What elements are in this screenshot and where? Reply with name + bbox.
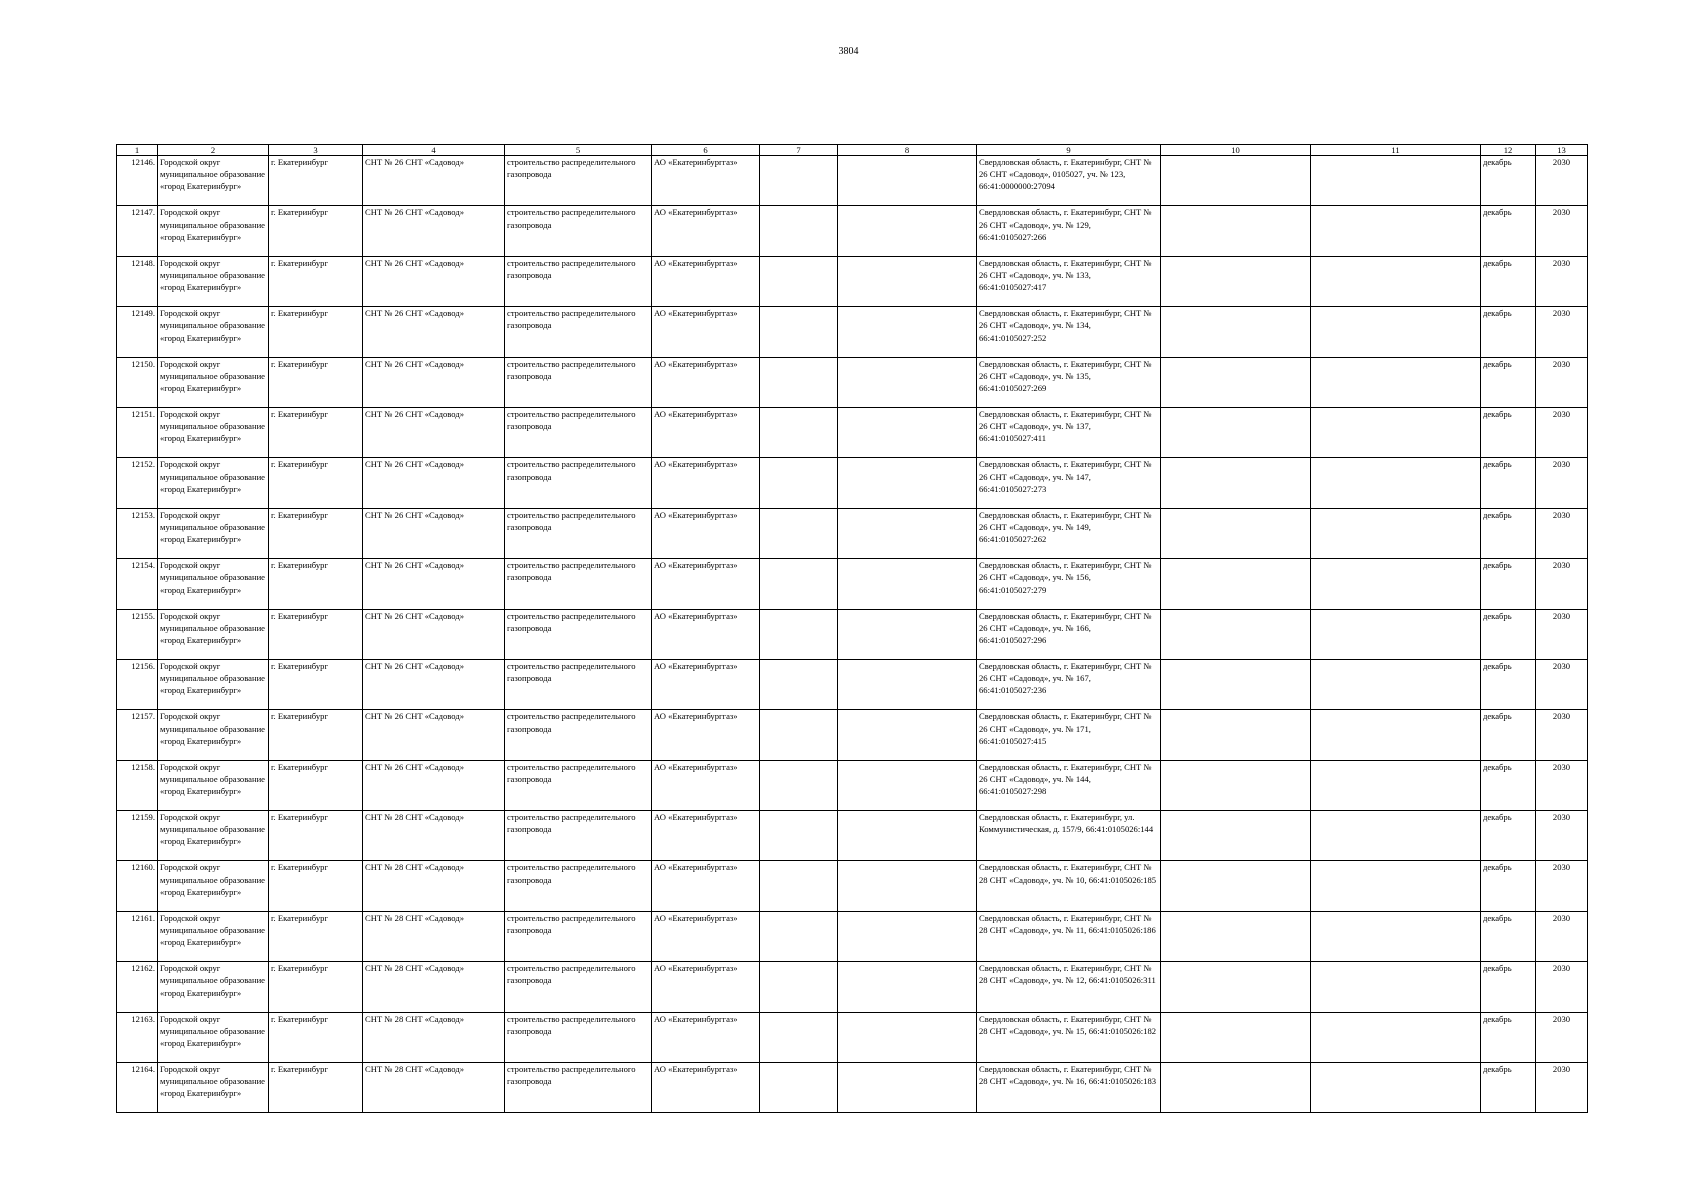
- settlement-cell: г. Екатеринбург: [269, 156, 363, 206]
- column-10-cell: [1161, 458, 1311, 508]
- column-7-cell: [760, 1063, 838, 1113]
- row-number-cell: 12163.: [117, 1012, 158, 1062]
- column-8-cell: [838, 710, 977, 760]
- purpose-cell: строительство распределительного газопровода: [505, 609, 652, 659]
- address-cell: Свердловская область, г. Екатеринбург, СНТ № 26 СНТ «Садовод», уч. № 167, 66:41:0105027:236: [977, 659, 1161, 709]
- purpose-cell: строительство распределительного газопровода: [505, 559, 652, 609]
- settlement-cell: г. Екатеринбург: [269, 458, 363, 508]
- settlement-cell: г. Екатеринбург: [269, 659, 363, 709]
- column-8-cell: [838, 407, 977, 457]
- column-7-cell: [760, 559, 838, 609]
- year-cell: 2030: [1536, 1063, 1588, 1113]
- year-cell: 2030: [1536, 508, 1588, 558]
- row-number-cell: 12152.: [117, 458, 158, 508]
- address-cell: Свердловская область, г. Екатеринбург, СНТ № 26 СНТ «Садовод», уч. № 149, 66:41:0105027:262: [977, 508, 1161, 558]
- month-cell: декабрь: [1481, 559, 1536, 609]
- month-cell: декабрь: [1481, 156, 1536, 206]
- location-cell: СНТ № 28 СНТ «Садовод»: [363, 1063, 505, 1113]
- municipality-cell: Городской округ муниципальное образование «город Екатеринбург»: [158, 1063, 269, 1113]
- owner-cell: АО «Екатеринбурггаз»: [652, 357, 760, 407]
- table-row: [117, 710, 1588, 760]
- table-body: [117, 156, 1588, 1113]
- location-cell: СНТ № 26 СНТ «Садовод»: [363, 156, 505, 206]
- municipality-cell: Городской округ муниципальное образование «город Екатеринбург»: [158, 256, 269, 306]
- owner-cell: АО «Екатеринбурггаз»: [652, 508, 760, 558]
- settlement-cell: г. Екатеринбург: [269, 206, 363, 256]
- year-cell: 2030: [1536, 659, 1588, 709]
- month-cell: декабрь: [1481, 609, 1536, 659]
- location-cell: СНТ № 28 СНТ «Садовод»: [363, 1012, 505, 1062]
- year-cell: 2030: [1536, 1012, 1588, 1062]
- table-row: [117, 559, 1588, 609]
- purpose-cell: строительство распределительного газопровода: [505, 407, 652, 457]
- column-10-cell: [1161, 559, 1311, 609]
- column-7-cell: [760, 811, 838, 861]
- address-cell: Свердловская область, г. Екатеринбург, СНТ № 28 СНТ «Садовод», уч. № 10, 66:41:0105026:185: [977, 861, 1161, 911]
- column-8-cell: [838, 559, 977, 609]
- column-7-cell: [760, 861, 838, 911]
- column-8-cell: [838, 1012, 977, 1062]
- column-8-cell: [838, 458, 977, 508]
- column-header: 12: [1481, 145, 1536, 156]
- settlement-cell: г. Екатеринбург: [269, 710, 363, 760]
- address-cell: Свердловская область, г. Екатеринбург, ул. Коммунистическая, д. 157/9, 66:41:0105026:144: [977, 811, 1161, 861]
- column-10-cell: [1161, 609, 1311, 659]
- table-row: [117, 659, 1588, 709]
- purpose-cell: строительство распределительного газопровода: [505, 307, 652, 357]
- column-header: 7: [760, 145, 838, 156]
- column-8-cell: [838, 861, 977, 911]
- column-8-cell: [838, 206, 977, 256]
- column-11-cell: [1311, 609, 1481, 659]
- year-cell: 2030: [1536, 760, 1588, 810]
- month-cell: декабрь: [1481, 710, 1536, 760]
- owner-cell: АО «Екатеринбурггаз»: [652, 559, 760, 609]
- year-cell: 2030: [1536, 710, 1588, 760]
- address-cell: Свердловская область, г. Екатеринбург, СНТ № 26 СНТ «Садовод», уч. № 137, 66:41:0105027:411: [977, 407, 1161, 457]
- column-header: 8: [838, 145, 977, 156]
- row-number-cell: 12150.: [117, 357, 158, 407]
- settlement-cell: г. Екатеринбург: [269, 559, 363, 609]
- owner-cell: АО «Екатеринбурггаз»: [652, 206, 760, 256]
- column-header: 9: [977, 145, 1161, 156]
- address-cell: Свердловская область, г. Екатеринбург, СНТ № 26 СНТ «Садовод», уч. № 134, 66:41:0105027:252: [977, 307, 1161, 357]
- municipality-cell: Городской округ муниципальное образование «город Екатеринбург»: [158, 962, 269, 1012]
- column-8-cell: [838, 357, 977, 407]
- municipality-cell: Городской округ муниципальное образование «город Екатеринбург»: [158, 156, 269, 206]
- municipality-cell: Городской округ муниципальное образование «город Екатеринбург»: [158, 659, 269, 709]
- column-header: 4: [363, 145, 505, 156]
- owner-cell: АО «Екатеринбурггаз»: [652, 1063, 760, 1113]
- row-number-cell: 12158.: [117, 760, 158, 810]
- row-number-cell: 12155.: [117, 609, 158, 659]
- table-row: [117, 1012, 1588, 1062]
- column-7-cell: [760, 1012, 838, 1062]
- location-cell: СНТ № 26 СНТ «Садовод»: [363, 407, 505, 457]
- column-10-cell: [1161, 811, 1311, 861]
- row-number-cell: 12156.: [117, 659, 158, 709]
- location-cell: СНТ № 26 СНТ «Садовод»: [363, 659, 505, 709]
- owner-cell: АО «Екатеринбурггаз»: [652, 407, 760, 457]
- purpose-cell: строительство распределительного газопровода: [505, 508, 652, 558]
- table-row: [117, 508, 1588, 558]
- month-cell: декабрь: [1481, 206, 1536, 256]
- column-11-cell: [1311, 156, 1481, 206]
- column-header: 1: [117, 145, 158, 156]
- owner-cell: АО «Екатеринбурггаз»: [652, 609, 760, 659]
- month-cell: декабрь: [1481, 1012, 1536, 1062]
- month-cell: декабрь: [1481, 911, 1536, 961]
- page-number: 3804: [838, 46, 859, 57]
- column-10-cell: [1161, 1012, 1311, 1062]
- column-11-cell: [1311, 659, 1481, 709]
- purpose-cell: строительство распределительного газопровода: [505, 861, 652, 911]
- owner-cell: АО «Екатеринбурггаз»: [652, 659, 760, 709]
- purpose-cell: строительство распределительного газопровода: [505, 811, 652, 861]
- column-10-cell: [1161, 962, 1311, 1012]
- owner-cell: АО «Екатеринбурггаз»: [652, 811, 760, 861]
- settlement-cell: г. Екатеринбург: [269, 256, 363, 306]
- address-cell: Свердловская область, г. Екатеринбург, СНТ № 26 СНТ «Садовод», уч. № 166, 66:41:0105027:296: [977, 609, 1161, 659]
- table-row: [117, 357, 1588, 407]
- location-cell: СНТ № 28 СНТ «Садовод»: [363, 911, 505, 961]
- location-cell: СНТ № 26 СНТ «Садовод»: [363, 760, 505, 810]
- column-7-cell: [760, 307, 838, 357]
- column-8-cell: [838, 911, 977, 961]
- row-number-cell: 12157.: [117, 710, 158, 760]
- year-cell: 2030: [1536, 256, 1588, 306]
- column-7-cell: [760, 357, 838, 407]
- purpose-cell: строительство распределительного газопровода: [505, 760, 652, 810]
- purpose-cell: строительство распределительного газопровода: [505, 256, 652, 306]
- municipality-cell: Городской округ муниципальное образование «город Екатеринбург»: [158, 811, 269, 861]
- table-row: [117, 206, 1588, 256]
- row-number-cell: 12149.: [117, 307, 158, 357]
- municipality-cell: Городской округ муниципальное образование «город Екатеринбург»: [158, 609, 269, 659]
- year-cell: 2030: [1536, 911, 1588, 961]
- column-10-cell: [1161, 1063, 1311, 1113]
- column-10-cell: [1161, 911, 1311, 961]
- year-cell: 2030: [1536, 357, 1588, 407]
- settlement-cell: г. Екатеринбург: [269, 911, 363, 961]
- owner-cell: АО «Екатеринбурггаз»: [652, 861, 760, 911]
- purpose-cell: строительство распределительного газопровода: [505, 156, 652, 206]
- owner-cell: АО «Екатеринбурггаз»: [652, 1012, 760, 1062]
- column-8-cell: [838, 307, 977, 357]
- settlement-cell: г. Екатеринбург: [269, 861, 363, 911]
- row-number-cell: 12147.: [117, 206, 158, 256]
- purpose-cell: строительство распределительного газопровода: [505, 710, 652, 760]
- column-8-cell: [838, 508, 977, 558]
- settlement-cell: г. Екатеринбург: [269, 1012, 363, 1062]
- column-10-cell: [1161, 156, 1311, 206]
- location-cell: СНТ № 28 СНТ «Садовод»: [363, 811, 505, 861]
- purpose-cell: строительство распределительного газопровода: [505, 962, 652, 1012]
- column-10-cell: [1161, 357, 1311, 407]
- purpose-cell: строительство распределительного газопровода: [505, 659, 652, 709]
- address-cell: Свердловская область, г. Екатеринбург, СНТ № 26 СНТ «Садовод», уч. № 135, 66:41:0105027:269: [977, 357, 1161, 407]
- column-11-cell: [1311, 811, 1481, 861]
- column-7-cell: [760, 760, 838, 810]
- column-11-cell: [1311, 206, 1481, 256]
- column-10-cell: [1161, 206, 1311, 256]
- year-cell: 2030: [1536, 458, 1588, 508]
- municipality-cell: Городской округ муниципальное образование «город Екатеринбург»: [158, 760, 269, 810]
- column-header: 2: [158, 145, 269, 156]
- municipality-cell: Городской округ муниципальное образование «город Екатеринбург»: [158, 357, 269, 407]
- table-row: [117, 407, 1588, 457]
- location-cell: СНТ № 28 СНТ «Садовод»: [363, 962, 505, 1012]
- year-cell: 2030: [1536, 861, 1588, 911]
- column-11-cell: [1311, 1012, 1481, 1062]
- column-11-cell: [1311, 962, 1481, 1012]
- column-7-cell: [760, 659, 838, 709]
- column-7-cell: [760, 710, 838, 760]
- municipality-cell: Городской округ муниципальное образование «город Екатеринбург»: [158, 206, 269, 256]
- address-cell: Свердловская область, г. Екатеринбург, СНТ № 26 СНТ «Садовод», уч. № 133, 66:41:0105027:417: [977, 256, 1161, 306]
- column-7-cell: [760, 256, 838, 306]
- column-header: 5: [505, 145, 652, 156]
- column-11-cell: [1311, 256, 1481, 306]
- address-cell: Свердловская область, г. Екатеринбург, СНТ № 26 СНТ «Садовод», уч. № 156, 66:41:0105027:279: [977, 559, 1161, 609]
- location-cell: СНТ № 26 СНТ «Садовод»: [363, 458, 505, 508]
- municipality-cell: Городской округ муниципальное образование «город Екатеринбург»: [158, 911, 269, 961]
- location-cell: СНТ № 26 СНТ «Садовод»: [363, 357, 505, 407]
- column-header: 10: [1161, 145, 1311, 156]
- owner-cell: АО «Екатеринбурггаз»: [652, 256, 760, 306]
- column-7-cell: [760, 156, 838, 206]
- location-cell: СНТ № 26 СНТ «Садовод»: [363, 206, 505, 256]
- settlement-cell: г. Екатеринбург: [269, 811, 363, 861]
- year-cell: 2030: [1536, 559, 1588, 609]
- address-cell: Свердловская область, г. Екатеринбург, СНТ № 26 СНТ «Садовод», 0105027, уч. № 123, 66:41:0000000:27094: [977, 156, 1161, 206]
- address-cell: Свердловская область, г. Екатеринбург, СНТ № 28 СНТ «Садовод», уч. № 11, 66:41:0105026:186: [977, 911, 1161, 961]
- table-row: [117, 156, 1588, 206]
- purpose-cell: строительство распределительного газопровода: [505, 357, 652, 407]
- column-11-cell: [1311, 559, 1481, 609]
- column-8-cell: [838, 659, 977, 709]
- column-11-cell: [1311, 307, 1481, 357]
- month-cell: декабрь: [1481, 307, 1536, 357]
- row-number-cell: 12161.: [117, 911, 158, 961]
- location-cell: СНТ № 26 СНТ «Садовод»: [363, 609, 505, 659]
- row-number-cell: 12159.: [117, 811, 158, 861]
- year-cell: 2030: [1536, 609, 1588, 659]
- table-row: [117, 861, 1588, 911]
- column-10-cell: [1161, 508, 1311, 558]
- column-header: 11: [1311, 145, 1481, 156]
- owner-cell: АО «Екатеринбурггаз»: [652, 760, 760, 810]
- month-cell: декабрь: [1481, 659, 1536, 709]
- year-cell: 2030: [1536, 407, 1588, 457]
- column-8-cell: [838, 811, 977, 861]
- column-7-cell: [760, 911, 838, 961]
- column-11-cell: [1311, 1063, 1481, 1113]
- column-7-cell: [760, 962, 838, 1012]
- month-cell: декабрь: [1481, 357, 1536, 407]
- owner-cell: АО «Екатеринбурггаз»: [652, 307, 760, 357]
- year-cell: 2030: [1536, 811, 1588, 861]
- municipality-cell: Городской округ муниципальное образование «город Екатеринбург»: [158, 710, 269, 760]
- month-cell: декабрь: [1481, 407, 1536, 457]
- row-number-cell: 12151.: [117, 407, 158, 457]
- row-number-cell: 12164.: [117, 1063, 158, 1113]
- location-cell: СНТ № 26 СНТ «Садовод»: [363, 307, 505, 357]
- table-row: [117, 911, 1588, 961]
- municipality-cell: Городской округ муниципальное образование «город Екатеринбург»: [158, 861, 269, 911]
- year-cell: 2030: [1536, 206, 1588, 256]
- column-8-cell: [838, 609, 977, 659]
- month-cell: декабрь: [1481, 962, 1536, 1012]
- address-cell: Свердловская область, г. Екатеринбург, СНТ № 26 СНТ «Садовод», уч. № 129, 66:41:0105027:266: [977, 206, 1161, 256]
- column-10-cell: [1161, 710, 1311, 760]
- row-number-cell: 12160.: [117, 861, 158, 911]
- address-cell: Свердловская область, г. Екатеринбург, СНТ № 28 СНТ «Садовод», уч. № 15, 66:41:0105026:182: [977, 1012, 1161, 1062]
- column-11-cell: [1311, 710, 1481, 760]
- table-row: [117, 256, 1588, 306]
- address-cell: Свердловская область, г. Екатеринбург, СНТ № 28 СНТ «Садовод», уч. № 16, 66:41:0105026:183: [977, 1063, 1161, 1113]
- column-10-cell: [1161, 659, 1311, 709]
- column-number-row: [117, 145, 1588, 156]
- owner-cell: АО «Екатеринбурггаз»: [652, 710, 760, 760]
- table-row: [117, 609, 1588, 659]
- column-11-cell: [1311, 407, 1481, 457]
- column-7-cell: [760, 609, 838, 659]
- municipality-cell: Городской округ муниципальное образование «город Екатеринбург»: [158, 508, 269, 558]
- column-10-cell: [1161, 861, 1311, 911]
- month-cell: декабрь: [1481, 508, 1536, 558]
- table-row: [117, 1063, 1588, 1113]
- month-cell: декабрь: [1481, 458, 1536, 508]
- column-header: 6: [652, 145, 760, 156]
- settlement-cell: г. Екатеринбург: [269, 609, 363, 659]
- year-cell: 2030: [1536, 962, 1588, 1012]
- municipality-cell: Городской округ муниципальное образование «город Екатеринбург»: [158, 1012, 269, 1062]
- location-cell: СНТ № 26 СНТ «Садовод»: [363, 559, 505, 609]
- owner-cell: АО «Екатеринбурггаз»: [652, 458, 760, 508]
- settlement-cell: г. Екатеринбург: [269, 962, 363, 1012]
- municipality-cell: Городской округ муниципальное образование «город Екатеринбург»: [158, 458, 269, 508]
- owner-cell: АО «Екатеринбурггаз»: [652, 156, 760, 206]
- settlement-cell: г. Екатеринбург: [269, 307, 363, 357]
- location-cell: СНТ № 26 СНТ «Садовод»: [363, 508, 505, 558]
- registry-table: [116, 144, 1588, 1113]
- row-number-cell: 12146.: [117, 156, 158, 206]
- purpose-cell: строительство распределительного газопровода: [505, 911, 652, 961]
- row-number-cell: 12154.: [117, 559, 158, 609]
- column-8-cell: [838, 1063, 977, 1113]
- column-header: 13: [1536, 145, 1588, 156]
- row-number-cell: 12153.: [117, 508, 158, 558]
- year-cell: 2030: [1536, 156, 1588, 206]
- column-11-cell: [1311, 911, 1481, 961]
- column-11-cell: [1311, 760, 1481, 810]
- municipality-cell: Городской округ муниципальное образование «город Екатеринбург»: [158, 559, 269, 609]
- column-10-cell: [1161, 307, 1311, 357]
- settlement-cell: г. Екатеринбург: [269, 1063, 363, 1113]
- municipality-cell: Городской округ муниципальное образование «город Екатеринбург»: [158, 307, 269, 357]
- column-10-cell: [1161, 256, 1311, 306]
- municipality-cell: Городской округ муниципальное образование «город Екатеринбург»: [158, 407, 269, 457]
- month-cell: декабрь: [1481, 1063, 1536, 1113]
- address-cell: Свердловская область, г. Екатеринбург, СНТ № 26 СНТ «Садовод», уч. № 147, 66:41:0105027:273: [977, 458, 1161, 508]
- column-11-cell: [1311, 357, 1481, 407]
- table-row: [117, 811, 1588, 861]
- table-row: [117, 760, 1588, 810]
- column-8-cell: [838, 962, 977, 1012]
- month-cell: декабрь: [1481, 256, 1536, 306]
- column-7-cell: [760, 458, 838, 508]
- settlement-cell: г. Екатеринбург: [269, 508, 363, 558]
- address-cell: Свердловская область, г. Екатеринбург, СНТ № 26 СНТ «Садовод», уч. № 144, 66:41:0105027:298: [977, 760, 1161, 810]
- address-cell: Свердловская область, г. Екатеринбург, СНТ № 26 СНТ «Садовод», уч. № 171, 66:41:0105027:415: [977, 710, 1161, 760]
- column-header: 3: [269, 145, 363, 156]
- purpose-cell: строительство распределительного газопровода: [505, 1063, 652, 1113]
- purpose-cell: строительство распределительного газопровода: [505, 458, 652, 508]
- owner-cell: АО «Екатеринбурггаз»: [652, 962, 760, 1012]
- month-cell: декабрь: [1481, 811, 1536, 861]
- month-cell: декабрь: [1481, 861, 1536, 911]
- column-8-cell: [838, 256, 977, 306]
- table-row: [117, 307, 1588, 357]
- purpose-cell: строительство распределительного газопровода: [505, 1012, 652, 1062]
- year-cell: 2030: [1536, 307, 1588, 357]
- settlement-cell: г. Екатеринбург: [269, 760, 363, 810]
- column-11-cell: [1311, 458, 1481, 508]
- column-10-cell: [1161, 760, 1311, 810]
- month-cell: декабрь: [1481, 760, 1536, 810]
- column-7-cell: [760, 206, 838, 256]
- location-cell: СНТ № 28 СНТ «Садовод»: [363, 861, 505, 911]
- column-8-cell: [838, 760, 977, 810]
- row-number-cell: 12148.: [117, 256, 158, 306]
- settlement-cell: г. Екатеринбург: [269, 357, 363, 407]
- column-10-cell: [1161, 407, 1311, 457]
- location-cell: СНТ № 26 СНТ «Садовод»: [363, 256, 505, 306]
- column-8-cell: [838, 156, 977, 206]
- column-11-cell: [1311, 508, 1481, 558]
- owner-cell: АО «Екатеринбурггаз»: [652, 911, 760, 961]
- purpose-cell: строительство распределительного газопровода: [505, 206, 652, 256]
- column-11-cell: [1311, 861, 1481, 911]
- table-row: [117, 962, 1588, 1012]
- table-row: [117, 458, 1588, 508]
- location-cell: СНТ № 26 СНТ «Садовод»: [363, 710, 505, 760]
- address-cell: Свердловская область, г. Екатеринбург, СНТ № 28 СНТ «Садовод», уч. № 12, 66:41:0105026:311: [977, 962, 1161, 1012]
- column-7-cell: [760, 508, 838, 558]
- column-7-cell: [760, 407, 838, 457]
- settlement-cell: г. Екатеринбург: [269, 407, 363, 457]
- row-number-cell: 12162.: [117, 962, 158, 1012]
